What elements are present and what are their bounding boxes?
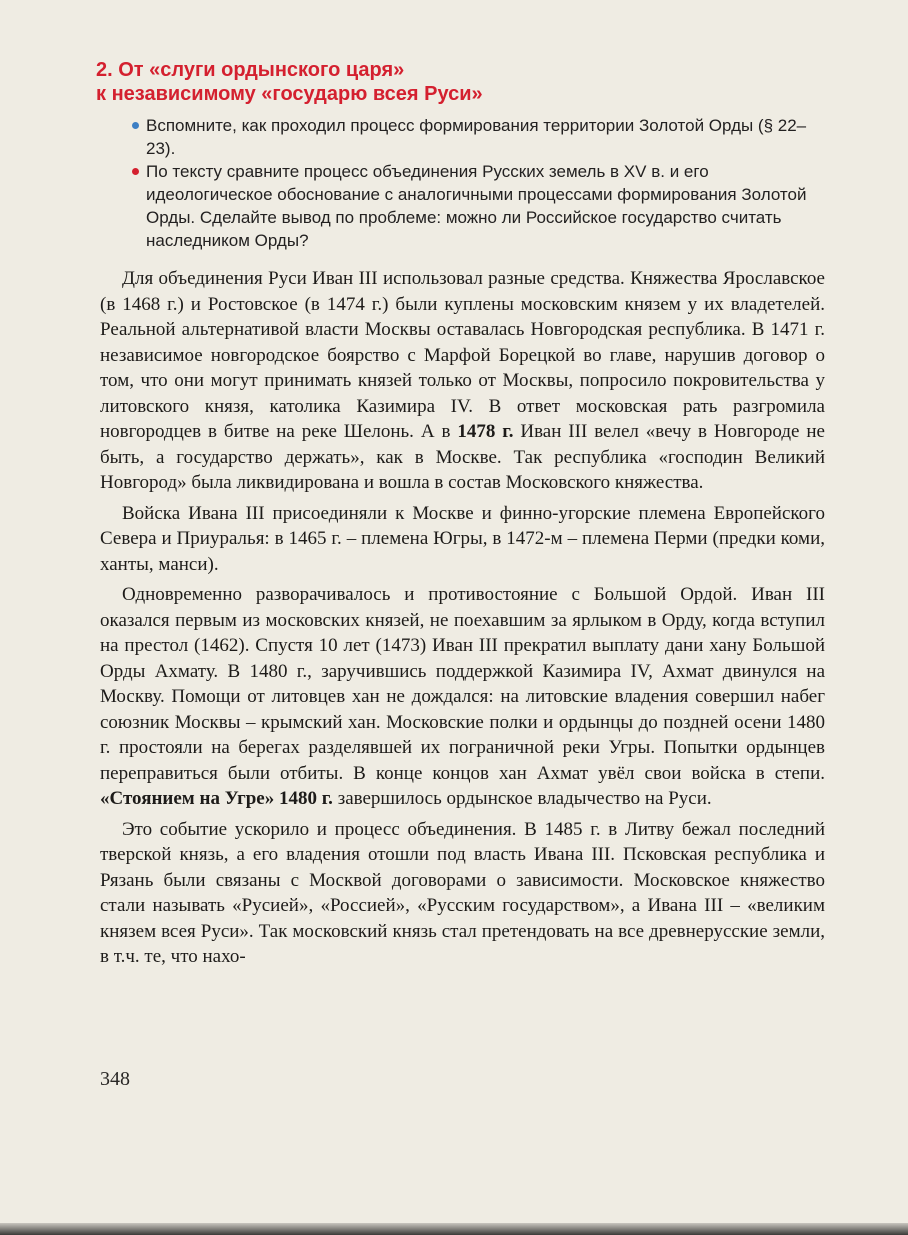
paragraph: Для объединения Руси Иван III использовал разные средства. Княжества Ярославское (в 1468 г.) и Ростовское (в 1474 г.) были куплены московским князем у их владетелей. Реальной альтернативой власти Москвы оставалась Новгородская республика. В 1471 г. независимое новгородское боярство с Марфой Борецкой во главе, нарушив договор о том, что они могут принимать князей только от Москвы, попросило покровительства у литовского князя, католика Казимира IV. В ответ московская рать разгромила новгородцев в битве на реке Шелонь. А в 1478 г. Иван III велел «вечу в Новгороде не быть, а государство держать», как в Москве. Так республика «господин Великий Новгород» была ликвидирована и вошла в состав Московского княжества. <box>100 268 825 493</box>
tasks-list <box>146 114 826 252</box>
section-heading-line1: 2. От «слуги ордынского царя» <box>96 59 405 81</box>
task-item <box>146 114 826 160</box>
task-text: По тексту сравните процесс объединения Русских земель в XV в. и его идеологическое обоснование с аналогичными процессами формирования Золотой Орды. Сделайте вывод по проблеме: можно ли Российское государство считать наследником Орды? <box>146 162 807 250</box>
paragraph: Это событие ускорило и процесс объединения. В 1485 г. в Литву бежал последний тверской князь, а его владения отошли под власть Ивана III. Псковская республика и Рязань были связаны с Москвой договорами о зависимости. Московское княжество стали называть «Русией», «Россией», «Русским государством», а Ивана III – «великим князем всея Руси». Так московский князь стал претендовать на все древнерусские земли, в т.ч. те, что нахо- <box>100 818 825 967</box>
page-number: 348 <box>100 1068 130 1090</box>
task-text: Вспомните, как проходил процесс формирования территории Золотой Орды (§ 22–23). <box>146 116 807 158</box>
scan-bottom-edge <box>0 1223 908 1235</box>
main-text <box>100 266 825 975</box>
paragraph: Одновременно разворачивалось и противостояние с Большой Ордой. Иван III оказался первым из московских князей, не поехавшим за ярлыком в Орду, когда вступил на престол (1462). Спустя 10 лет (1473) Иван III прекратил выплату дани хану Большой Орды Ахмату. В 1480 г., заручившись поддержкой Казимира IV, Ахмат двинулся на Москву. Помощи от литовцев хан не дождался: на литовские владения совершил набег союзник Москвы – крымский хан. Московские полки и ордынцы до поздней осени 1480 г. простояли на берегах разделявшей их пограничной реки Угры. Попытки ордынцев переправиться были отбиты. В конце концов хан Ахмат увёл свои войска в степи. «Стоянием на Угре» 1480 г. завершилось ордынское владычество на Руси. <box>100 584 825 809</box>
red-bullet-icon <box>132 168 139 175</box>
section-heading <box>96 58 816 106</box>
bold-date: 1478 г. <box>457 421 514 442</box>
blue-bullet-icon <box>132 122 139 129</box>
section-heading-line2: к независимому «государю всея Руси» <box>96 83 483 105</box>
paragraph: Войска Ивана III присоединяли к Москве и финно-угорские племена Европейского Севера и Приуралья: в 1465 г. – племена Югры, в 1472-м – племена Перми (предки коми, ханты, манси). <box>100 502 825 575</box>
task-item <box>146 160 826 252</box>
bold-term: «Стоянием на Угре» 1480 г. <box>100 788 333 809</box>
